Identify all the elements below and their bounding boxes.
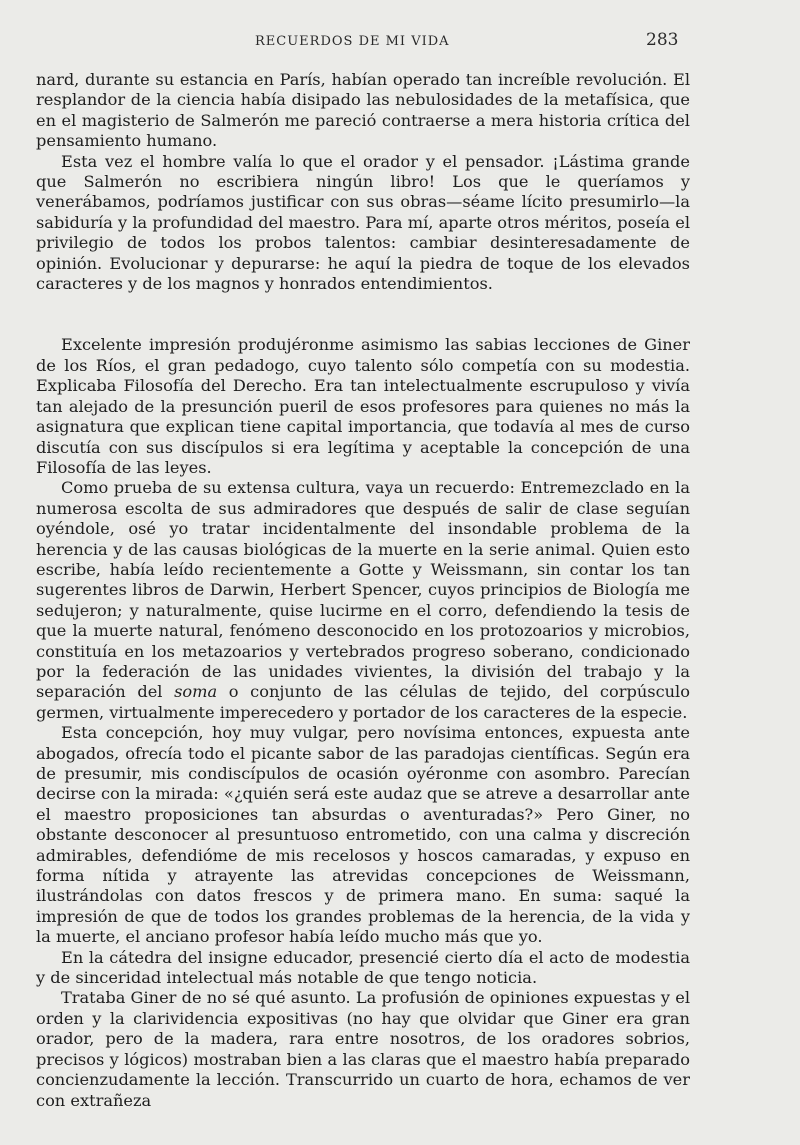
paragraph-salmeron: Esta vez el hombre valía lo que el orador y el pensador. ¡Lástima grande que Salmerón no escribiera ningún libro! Los que le queríamos y venerábamos, podríamos justificar con sus obras—séame lícito presumirlo—la sabiduría y la profundidad del maestro. Para mí, aparte otros méritos, poseía el privilegio de todos los probos talentos: cambiar desinteresadamente de opinión. Evolucionar y depurarse: he aquí la piedra de toque de los elevados caracteres y de los magnos y honrados entendimientos. — [36, 151, 690, 294]
paragraph-cultura — [36, 478, 690, 723]
running-title: RECUERDOS DE MI VIDA — [255, 34, 450, 49]
page-number: 283 — [646, 30, 679, 50]
paragraph-cultura-text: Como prueba de su extensa cultura, vaya un recuerdo: Entremezclado en la numerosa escolta de sus admiradores que después de salir de clase seguían oyéndole, osé yo tratar incidentalmente del insondable problema de la herencia y de las causas biológicas de la muerte en la serie animal. Quien esto escribe, había leído recientemente a Gotte y Weissmann, sin contar los tan sugerentes libros de Darwin, Herbert Spencer, cuyos principios de Biología me sedujeron; y naturalmente, quise lucirme en el corro, defendiendo la tesis de que la muerte natural, fenómeno desconocido en los protozoarios y microbios, constituía en los metazoarios y vertebrados progreso soberano, condicionado por la federación de las unidades vivientes, la división del trabajo y la separación del — [36, 478, 690, 702]
soma-term: soma — [174, 682, 218, 702]
section-break — [36, 294, 690, 335]
paragraph-trataba: Trataba Giner de no sé qué asunto. La profusión de opiniones expuestas y el orden y la clarividencia expositivas (no hay que olvidar que Giner era gran orador, pero de la madera, rara entre nosotros, de los oradores sobrios, precisos y lógicos) mostraban bien a las claras que el maestro había preparado concienzudamente la lección. Transcurrido un cuarto de hora, echamos de ver con extrañeza — [36, 988, 690, 1110]
paragraph-catedra: En la cátedra del insigne educador, presencié cierto día el acto de modestia y de sinceridad intelectual más notable de que tengo noticia. — [36, 947, 690, 988]
paragraph-giner-intro: Excelente impresión produjéronme asimismo las sabias lecciones de Giner de los Ríos, el gran pedadogo, cuyo talento sólo competía con su modestia. Explicaba Filosofía del Derecho. Era tan intelectualmente escrupuloso y vivía tan alejado de la presunción pueril de esos profesores para quienes no más la asignatura que explican tiene capital importancia, que todavía al mes de curso discutía con sus discípulos si era legítima y aceptable la concepción de una Filosofía de las leyes. — [36, 335, 690, 477]
paragraph-cultura-end: o conjunto de las células de tejido, del corpúsculo germen, virtualmente imperecedero y portador de los caracteres de la especie. — [36, 682, 690, 722]
paragraph-continuation: nard, durante su estancia en París, habían operado tan increíble revolución. El resplandor de la ciencia había disipado las nebulosidades de la metafísica, que en el magisterio de Salmerón me pareció contraerse a mera historia crítica del pensamiento humano. — [36, 70, 690, 151]
running-header — [0, 30, 800, 54]
paragraph-concepcion: Esta concepción, hoy muy vulgar, pero novísima entonces, expuesta ante abogados, ofrecía todo el picante sabor de las paradojas científicas. Según era de presumir, mis condiscípulos de ocasión oyéronme con asombro. Parecían decirse con la mirada: «¿quién será este audaz que se atreve a desarrollar ante el maestro proposiciones tan absurdas o aventuradas?» Pero Giner, no obstante desconocer al presuntuoso entrometido, con una calma y discreción admirables, defendióme de mis recelosos y hoscos camaradas, y expuso en forma nítida y atrayente las atrevidas concepciones de Weissmann, ilustrándolas con datos frescos y de primera mano. En suma: saqué la impresión de que de todos los grandes problemas de la herencia, de la vida y la muerte, el anciano profesor había leído mucho más que yo. — [36, 723, 690, 947]
body-text — [36, 70, 690, 1111]
